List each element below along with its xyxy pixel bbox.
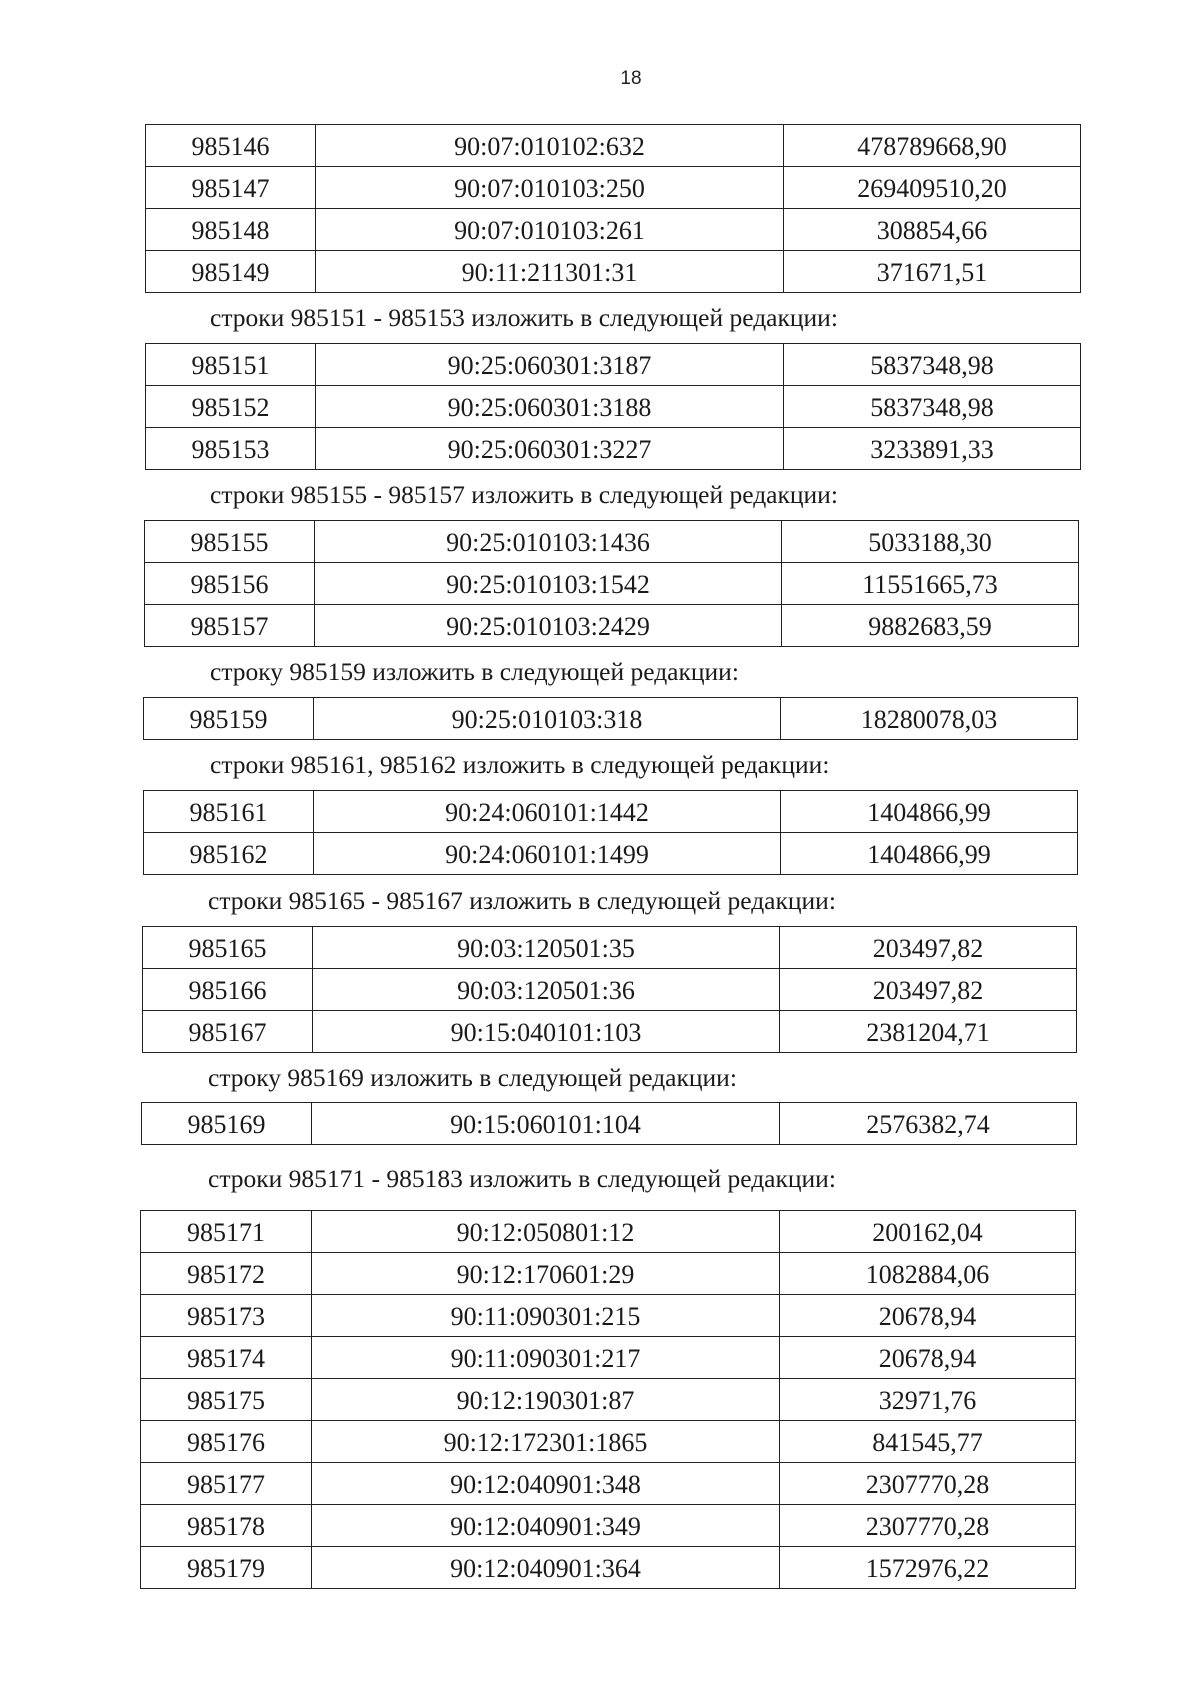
row-number-cell: 985167 [143,1011,313,1053]
row-number-cell: 985156 [145,563,315,605]
cadastral-number-cell: 90:25:060301:3227 [316,428,784,470]
row-number-cell: 985146 [146,125,316,167]
cadastral-number-cell: 90:03:120501:36 [313,969,780,1011]
table-row [146,344,1081,386]
cadastral-number-cell: 90:12:170601:29 [312,1253,780,1295]
cadastral-number-cell: 90:25:060301:3188 [316,386,784,428]
value-cell: 841545,77 [780,1421,1076,1463]
cadastral-number-cell: 90:11:090301:215 [312,1295,780,1337]
table-row [141,1295,1076,1337]
row-number-cell: 985157 [145,605,315,647]
cadastral-number-cell: 90:12:172301:1865 [312,1421,780,1463]
row-number-cell: 985149 [146,251,316,293]
page-number: 18 [620,68,642,89]
value-cell: 269409510,20 [784,167,1081,209]
value-cell: 1404866,99 [781,791,1078,833]
row-number-cell: 985159 [144,698,314,740]
value-cell: 18280078,03 [781,698,1078,740]
table-row [144,791,1078,833]
edit-instruction: строки 985171 - 985183 изложить в следующей редакции: [208,1164,836,1193]
value-cell: 203497,82 [780,969,1077,1011]
table-row [144,698,1078,740]
cadastral-number-cell: 90:12:050801:12 [312,1211,780,1253]
table-row [145,605,1079,647]
value-cell: 5837348,98 [784,386,1081,428]
cadastral-number-cell: 90:11:211301:31 [316,251,784,293]
table-section-5 [142,926,1077,1053]
table-row [141,1337,1076,1379]
table-row [144,833,1078,875]
value-cell: 371671,51 [784,251,1081,293]
table-section-7 [140,1210,1076,1589]
cadastral-number-cell: 90:25:010103:2429 [315,605,782,647]
table-row [141,1253,1076,1295]
table-row [141,1463,1076,1505]
value-cell: 200162,04 [780,1211,1076,1253]
row-number-cell: 985176 [141,1421,312,1463]
row-number-cell: 985177 [141,1463,312,1505]
row-number-cell: 985165 [143,927,313,969]
row-number-cell: 985172 [141,1253,312,1295]
value-cell: 20678,94 [780,1295,1076,1337]
table-row [146,386,1081,428]
row-number-cell: 985152 [146,386,316,428]
table-row [146,125,1081,167]
cadastral-number-cell: 90:24:060101:1499 [314,833,781,875]
row-number-cell: 985171 [141,1211,312,1253]
cadastral-number-cell: 90:12:040901:349 [312,1505,780,1547]
value-cell: 5033188,30 [782,521,1079,563]
cadastral-number-cell: 90:25:010103:318 [314,698,781,740]
cadastral-number-cell: 90:03:120501:35 [313,927,780,969]
cadastral-number-cell: 90:25:010103:1542 [315,563,782,605]
table-section-2 [144,520,1079,647]
row-number-cell: 985175 [141,1379,312,1421]
value-cell: 1082884,06 [780,1253,1076,1295]
cadastral-number-cell: 90:07:010103:250 [316,167,784,209]
edit-instruction: строки 985161, 985162 изложить в следующей редакции: [210,750,830,779]
row-number-cell: 985155 [145,521,315,563]
row-number-cell: 985169 [142,1103,312,1145]
table-row [146,251,1081,293]
row-number-cell: 985147 [146,167,316,209]
table-row [141,1379,1076,1421]
value-cell: 2576382,74 [780,1103,1077,1145]
value-cell: 1572976,22 [780,1547,1076,1589]
edit-instruction: строки 985151 - 985153 изложить в следующей редакции: [210,303,838,332]
row-number-cell: 985174 [141,1337,312,1379]
edit-instruction: строку 985159 изложить в следующей редакции: [210,657,739,686]
row-number-cell: 985151 [146,344,316,386]
value-cell: 32971,76 [780,1379,1076,1421]
row-number-cell: 985153 [146,428,316,470]
row-number-cell: 985161 [144,791,314,833]
value-cell: 203497,82 [780,927,1077,969]
table-row [146,428,1081,470]
cadastral-number-cell: 90:15:040101:103 [313,1011,780,1053]
table-row [141,1505,1076,1547]
row-number-cell: 985179 [141,1547,312,1589]
row-number-cell: 985148 [146,209,316,251]
value-cell: 9882683,59 [782,605,1079,647]
row-number-cell: 985162 [144,833,314,875]
row-number-cell: 985166 [143,969,313,1011]
edit-instruction: строки 985155 - 985157 изложить в следующей редакции: [210,480,838,509]
cadastral-number-cell: 90:24:060101:1442 [314,791,781,833]
cadastral-number-cell: 90:12:040901:364 [312,1547,780,1589]
table-section-3 [143,697,1078,740]
table-row [141,1547,1076,1589]
cadastral-number-cell: 90:07:010103:261 [316,209,784,251]
cadastral-number-cell: 90:15:060101:104 [312,1103,780,1145]
value-cell: 5837348,98 [784,344,1081,386]
row-number-cell: 985178 [141,1505,312,1547]
cadastral-number-cell: 90:11:090301:217 [312,1337,780,1379]
value-cell: 2307770,28 [780,1505,1076,1547]
row-number-cell: 985173 [141,1295,312,1337]
edit-instruction: строки 985165 - 985167 изложить в следующей редакции: [208,886,836,915]
table-section-6 [141,1102,1077,1145]
value-cell: 1404866,99 [781,833,1078,875]
table-row [145,563,1079,605]
value-cell: 308854,66 [784,209,1081,251]
value-cell: 2307770,28 [780,1463,1076,1505]
cadastral-number-cell: 90:07:010102:632 [316,125,784,167]
value-cell: 478789668,90 [784,125,1081,167]
cadastral-number-cell: 90:25:060301:3187 [316,344,784,386]
cadastral-number-cell: 90:25:010103:1436 [315,521,782,563]
cadastral-number-cell: 90:12:040901:348 [312,1463,780,1505]
cadastral-number-cell: 90:12:190301:87 [312,1379,780,1421]
table-section-1 [145,343,1081,470]
value-cell: 11551665,73 [782,563,1079,605]
table-row [143,969,1077,1011]
table-row [141,1211,1076,1253]
table-row [145,521,1079,563]
table-row [143,1011,1077,1053]
table-row [143,927,1077,969]
table-row [146,167,1081,209]
table-row [142,1103,1077,1145]
table-row [141,1421,1076,1463]
table-section-0 [145,124,1081,293]
table-section-4 [143,790,1078,875]
value-cell: 20678,94 [780,1337,1076,1379]
edit-instruction: строку 985169 изложить в следующей редакции: [208,1063,737,1092]
value-cell: 3233891,33 [784,428,1081,470]
value-cell: 2381204,71 [780,1011,1077,1053]
table-row [146,209,1081,251]
